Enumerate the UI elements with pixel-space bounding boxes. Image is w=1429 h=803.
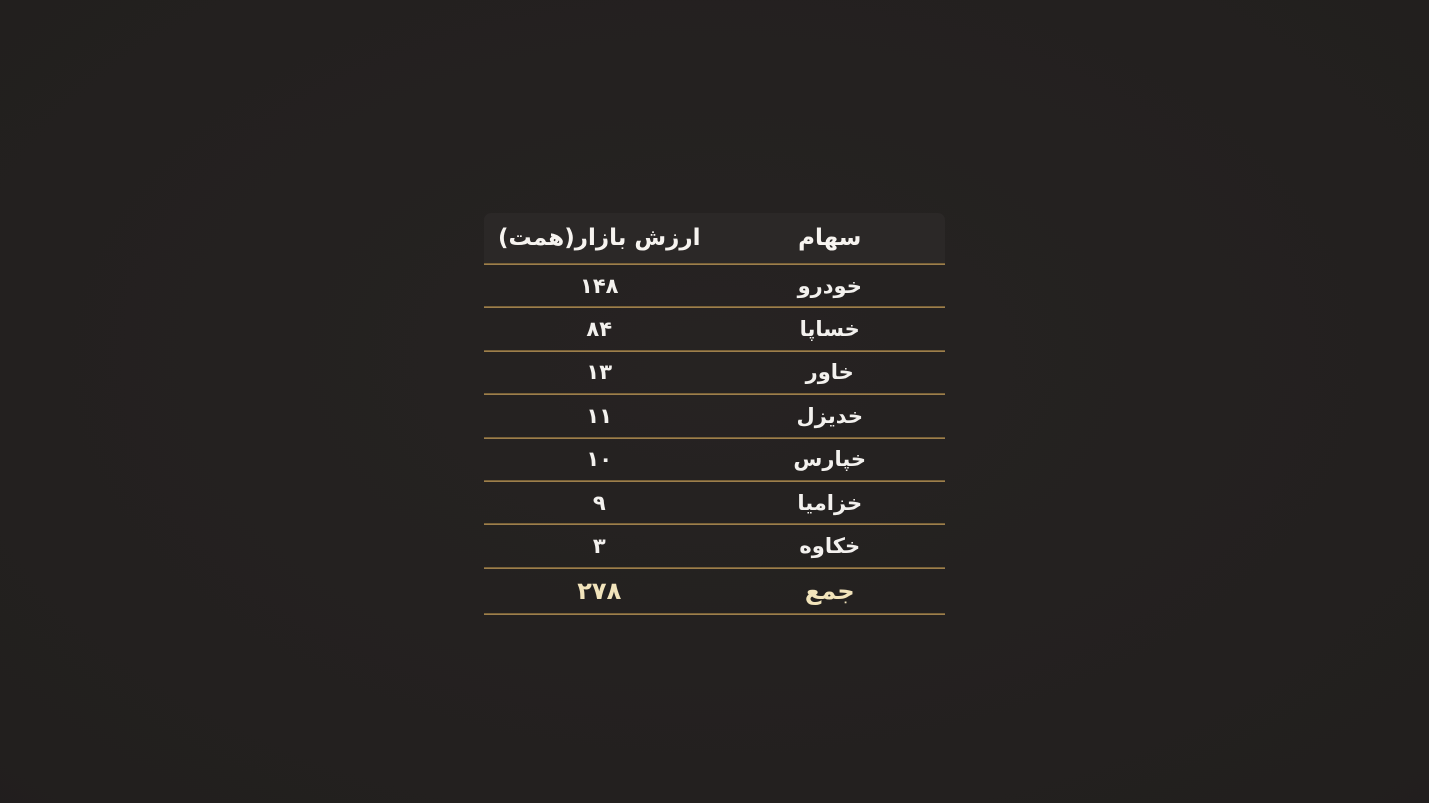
market-value-table: [484, 213, 945, 615]
total-value-cell: ۲۷۸: [577, 576, 622, 605]
market-value-cell: ۹: [592, 490, 606, 515]
stock-name-cell: خودرو: [797, 273, 862, 298]
market-value-cell: ۱۳: [586, 360, 613, 385]
stock-name-cell: خدیزل: [796, 403, 863, 428]
stock-name-cell: خکاوه: [799, 534, 861, 559]
table-row: [484, 352, 945, 393]
stock-name-cell: خپارس: [793, 447, 867, 472]
header-cell-market-value: ارزش بازار(همت): [498, 225, 701, 251]
table-row: [484, 439, 945, 480]
market-value-cell: ۱۴۸: [580, 273, 619, 298]
total-row: [484, 569, 945, 613]
total-label-cell: جمع: [804, 576, 855, 605]
stock-name-cell: خاور: [805, 360, 854, 385]
table-row: [484, 265, 945, 306]
market-value-cell: ۸۴: [586, 317, 613, 342]
stock-name-cell: خزامیا: [797, 490, 863, 515]
market-value-cell: ۱۱: [586, 403, 613, 428]
table-header: [484, 213, 945, 263]
stock-name-cell: خساپا: [799, 317, 860, 342]
table-row: [484, 525, 945, 566]
table-row: [484, 482, 945, 523]
market-value-cell: ۱۰: [586, 447, 613, 472]
divider: [484, 613, 945, 615]
table-row: [484, 395, 945, 436]
table-row: [484, 308, 945, 349]
market-value-cell: ۳: [592, 534, 606, 559]
header-cell-stock: سهام: [798, 225, 862, 251]
